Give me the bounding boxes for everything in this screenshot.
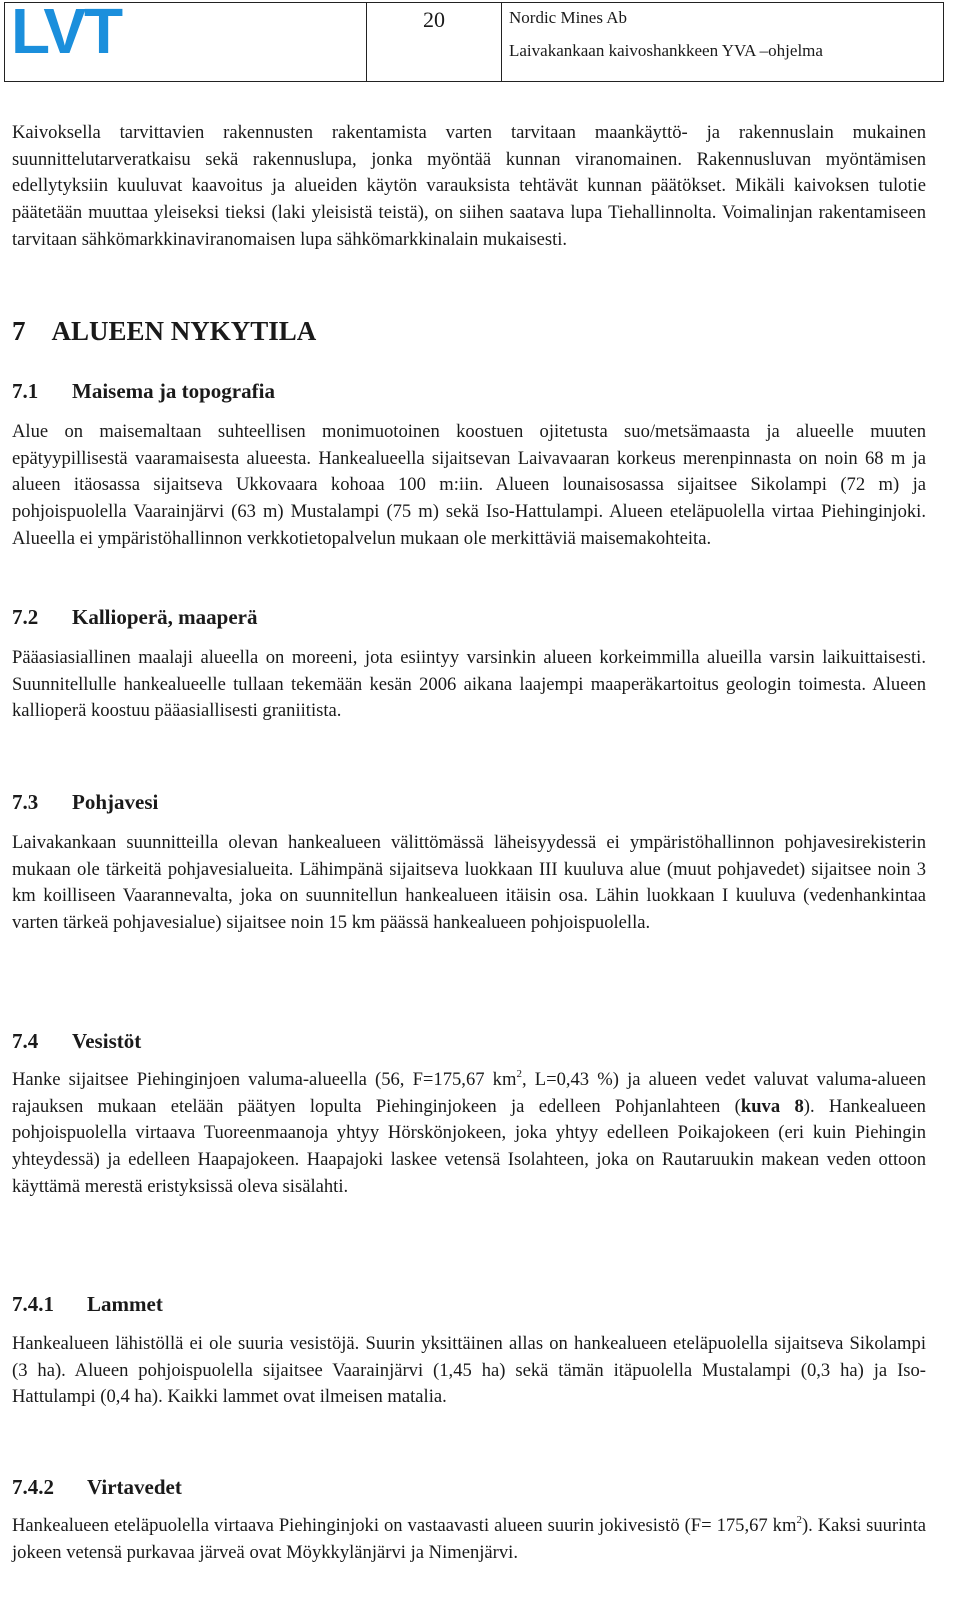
section-7-2-heading [12,604,257,631]
company-name: Nordic Mines Ab [509,8,628,27]
section-number: 7.3 [12,790,39,814]
section-7-4-paragraph [12,1067,926,1201]
page-number-cell [367,3,502,81]
section-7-2-paragraph: Pääasiasiallinen maalaji alueella on moreeni, jota esiintyy varsinkin alueen korkeimmilla alueilla varsin laikuittaisesti. Suunnitellulle hankealueelle tullaan tekemään kesän 2006 aikana laajempi maaperäkartoitus geologin toimesta. Alueen kallioperä koostuu pääasiallisesti graniitista. [12,647,926,722]
section-number: 7.4.2 [12,1475,54,1499]
section-7-1-heading [12,378,275,405]
svg-text:LVT: LVT [11,5,122,55]
section-7-4-2-heading [12,1474,182,1501]
section-7-4-heading [12,1028,141,1055]
section-number: 7.4.1 [12,1292,54,1316]
section-title: Lammet [87,1292,163,1316]
paragraph-text: Hanke sijaitsee Piehinginjoen valuma-alueella (56, F=175,67 km [12,1069,517,1090]
section-title: Pohjavesi [72,790,159,814]
section-7-1-paragraph: Alue on maisemaltaan suhteellisen monimuotoinen koostuen ojitetusta suo/metsämaasta ja alueelle muuten epätyypillisestä vaaramaisesta alueesta. Hankealueella sijaitsevan Laivavaaran korkeus merenpinnasta on noin 68 m ja alueen itäosassa sijaitseva Ukkovaara kohoaa 100 m:iin. Alueen lounaisosassa sijaitsee Sikolampi (72 m) ja pohjoispuolella Vaarainjärvi (63 m) Mustalampi (75 m) sekä Iso-Hattulampi. Alueen eteläpuolella virtaa Piehinginjoki. Alueella ei ympäristöhallinnon verkkotietopalvelun mukaan ole merkittäviä maisemakohteita. [12,421,926,549]
section-number: 7.2 [12,605,39,629]
section-number: 7.4 [12,1029,39,1053]
logo-cell [5,3,367,81]
section-title: Virtavedet [87,1475,182,1499]
superscript: 2 [796,1514,802,1526]
section-title: Maisema ja topografia [72,379,275,403]
document-title: Laivakankaan kaivoshankkeen YVA –ohjelma [509,41,823,60]
header-info-cell [502,3,943,81]
page-number: 20 [423,7,445,32]
superscript: 2 [516,1068,522,1080]
lvt-logo [11,5,143,55]
section-7-4-2-paragraph [12,1513,926,1566]
figure-reference: kuva 8 [740,1095,804,1117]
section-title: ALUEEN NYKYTILA [51,316,317,346]
section-7-3-heading [12,789,158,816]
section-7-heading [12,318,316,345]
section-7-4-1-heading [12,1291,163,1318]
paragraph-text: Hankealueen eteläpuolella virtaava Piehinginjoki on vastaavasti alueen suurin jokivesistö (F= 175,67 km [12,1515,797,1536]
intro-paragraph: Kaivoksella tarvittavien rakennusten rakentamista varten tarvitaan maankäyttö- ja rakennuslain mukainen suunnittelutarveratkaisu sekä rakennuslupa, jonka myöntää kunnan viranomainen. Rakennusluvan myöntämisen edellytyksiin kuuluvat kaavoitus ja alueiden käytön varauksista tehtävät kunnan päätökset. Mikäli kaivoksen tulotie päätetään muuttaa yleiseksi tieksi (laki yleisistä teistä), on siihen saatava lupa Tiehallinnolta. Voimalinjan rakentamiseen tarvitaan sähkömarkkinaviranomaisen lupa sähkömarkkinalain mukaisesti. [12,122,926,250]
section-number: 7 [12,316,26,346]
section-number: 7.1 [12,379,39,403]
document-header [4,2,944,82]
section-7-3-paragraph: Laivakankaan suunnitteilla olevan hankealueen välittömässä läheisyydessä ei ympäristöhallinnon pohjavesirekisterin mukaan ole tärkeitä pohjavesialueita. Lähimpänä sijaitseva luokkaan III kuuluva alue (muut pohjavedet) sijaitsee noin 3 km koilliseen Vaarannevalta, joka on suunnitellun hankealueen itäisin osa. Lähin luokkaan I kuuluva (vedenhankintaa varten tärkeä pohjavesialue) sijaitsee noin 15 km päässä hankealueen pohjoispuolella. [12,832,926,934]
paragraph-text: , L=0,43 %) ja alueen vedet valuvat valuma-alueen rajauksen mukaan etelään päätyen lopulta Piehinginjokeen ja edelleen Pohjanlahteen ( [12,1069,926,1117]
section-title: Kallioperä, maaperä [72,605,258,629]
paragraph-text: ). Hankealueen pohjoispuolella virtaava Tuoreenmaanoja yhtyy Hörskönjokeen, joka yhtyy edelleen Poikajokeen (eri kuin Piehingin yhteydessä) ja edelleen Haapajokeen. Haapajoki laskee vetensä Isolahteen, joka on Rautaruukin makean veden ottoon käyttämä merestä eristyksissä oleva sisälahti. [12,1095,926,1197]
section-7-4-1-paragraph: Hankealueen lähistöllä ei ole suuria vesistöjä. Suurin yksittäinen allas on hankealueen eteläpuolella sijaitseva Sikolampi (3 ha). Alueen pohjoispuolella sijaitsee Vaarainjärvi (1,45 ha) sekä tämän itäpuolella Mustalampi (0,3 ha) ja Iso-Hattulampi (0,4 ha). Kaikki lammet ovat ilmeisen matalia. [12,1333,926,1408]
paragraph-text: ). Kaksi suurinta jokeen vetensä purkavaa järveä ovat Möykkylänjärvi ja Nimenjärvi. [12,1515,926,1563]
section-title: Vesistöt [72,1029,142,1053]
